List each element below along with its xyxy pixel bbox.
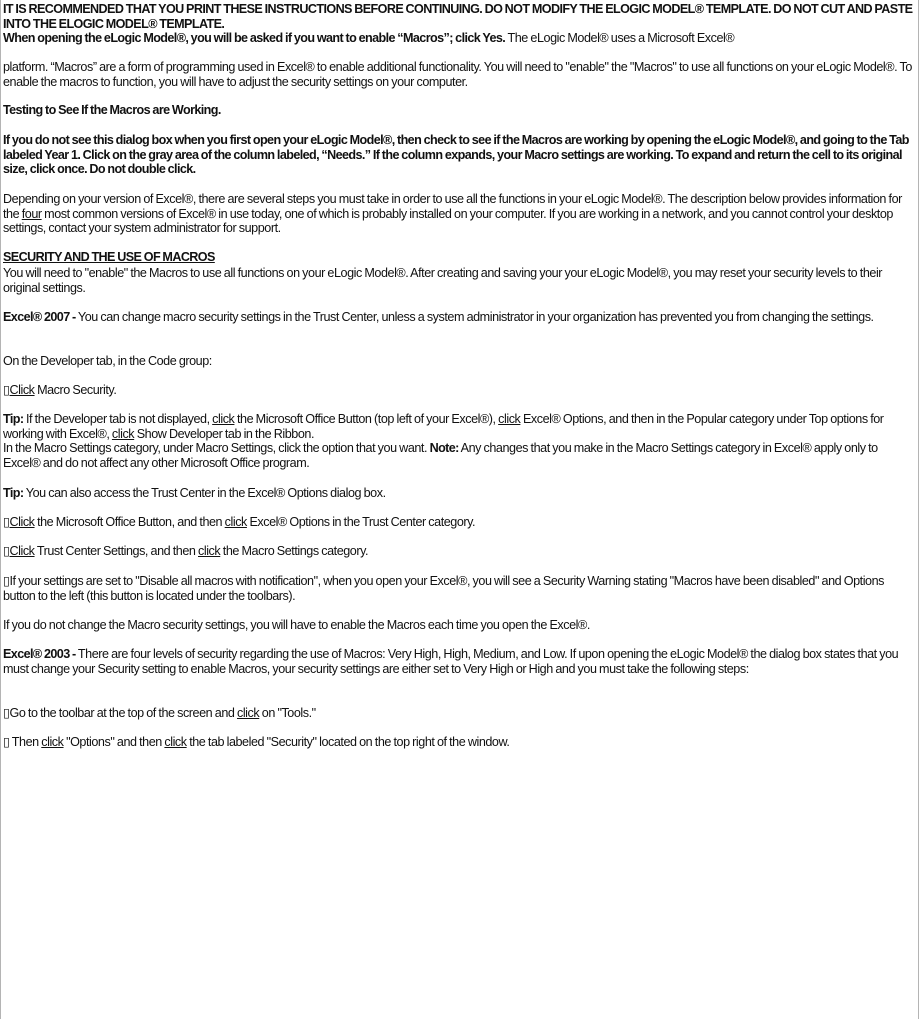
bold-text: IT IS RECOMMENDED THAT YOU PRINT THESE INSTRUCTIONS BEFORE CONTINUING. DO NOT MODIFY THE ELOGIC MODEL® TEMPLATE. DO NOT CUT AND PASTE INTO THE ELOGIC MODEL® TEMPLATE. xyxy=(3,2,913,31)
text-run: Macro Security. xyxy=(34,383,117,397)
paragraph-click-macro-security xyxy=(3,383,917,398)
click-link-text: click xyxy=(41,735,64,749)
click-link-text: click xyxy=(111,426,135,441)
paragraph-tip-developer xyxy=(3,412,917,471)
bold-text: Testing to See If the Macros are Working. xyxy=(3,103,221,117)
text-run: Show Developer tab in the Ribbon. xyxy=(134,426,314,441)
text-run: On the Developer tab, in the Code group: xyxy=(3,354,212,368)
text-run: the tab labeled "Security" located on the top right of the window. xyxy=(186,735,510,749)
click-link-text: click xyxy=(164,735,187,749)
click-link-text: click xyxy=(198,544,221,558)
text-run: ▯ xyxy=(3,544,10,558)
paragraph-click-options xyxy=(3,735,917,750)
text-run: platform. “Macros” are a form of programming used in Excel® to enable additional functionality. You will need to "enable" the "Macros" to use all functions on your eLogic Model®. To enable the macros to function, you will have to adjust the security settings on your computer. xyxy=(3,60,912,89)
paragraph-no-change-note xyxy=(3,618,917,633)
text-run: You can change macro security settings in the Trust Center, unless a system administrator in your organization has prevented you from changing the settings. xyxy=(75,310,874,324)
paragraph-click-trust-center xyxy=(3,544,917,559)
paragraph-disable-notification xyxy=(3,574,917,603)
paragraph-tip-trust-center xyxy=(3,486,917,501)
text-run: Depending on your version of Excel®, there are several steps you must take in order to use all the functions in your eLogic Model®. The description below provides information for the xyxy=(3,192,902,221)
text-run: Excel® Options, and then in the Popular category under Top options for working with Excel®, xyxy=(3,412,884,441)
text-run: The eLogic Model® uses a Microsoft Excel® xyxy=(505,31,735,45)
paragraph-excel-2003 xyxy=(3,647,917,676)
click-link-text: four xyxy=(21,206,42,221)
text-run: most common versions of Excel® in use today, one of which is probably installed on your computer. If you are working in a network, and you cannot control your desktop settings, contact your system administrator for support. xyxy=(3,206,893,236)
text-run: You can also access the Trust Center in the Excel® Options dialog box. xyxy=(23,486,386,500)
text-run: the Microsoft Office Button, and then xyxy=(34,515,225,529)
click-link-text: Click xyxy=(9,515,35,529)
text-run: ▯ xyxy=(3,515,10,529)
paragraph-click-office-button xyxy=(3,515,917,530)
click-link-text: click xyxy=(224,515,247,529)
paragraph-testing-instructions xyxy=(3,133,917,177)
paragraph-recommend-warning xyxy=(3,2,917,31)
text-run: the Microsoft Office Button (top left of your Excel®), xyxy=(234,412,499,426)
bold-text: Excel® 2003 - xyxy=(3,647,76,661)
paragraph-excel-versions xyxy=(3,192,917,236)
text-run: Any changes that you make in the Macro Settings category in Excel® apply only to Excel® and do not affect any other Microsoft Office program. xyxy=(3,441,878,471)
bold-text: SECURITY AND THE USE OF MACROS xyxy=(3,250,215,264)
paragraph-excel-2007 xyxy=(3,310,917,325)
bold-text: If you do not see this dialog box when you first open your eLogic Model®, then check to see if the Macros are working by opening the eLogic Model®, and going to the Tab labeled Year 1. Click on the gray area of the column labeled, “Needs.” If the column expands, your Macro settings are working. To expand and return the cell to its original size, click once. Do not double click. xyxy=(3,133,909,177)
text-run: If you do not change the Macro security settings, you will have to enable the Macros each time you open the Excel®. xyxy=(3,618,590,632)
bold-text: Excel® 2007 - xyxy=(3,310,76,324)
text-run: If the Developer tab is not displayed, xyxy=(23,412,213,426)
paragraph-security-intro xyxy=(3,266,917,295)
text-run: In the Macro Settings category, under Macro Settings, click the option that you want. xyxy=(3,441,430,456)
click-link-text: click xyxy=(236,706,260,720)
click-link-text: click xyxy=(212,412,235,426)
paragraph-developer-tab xyxy=(3,354,917,369)
click-link-text: Click xyxy=(9,544,35,558)
text-run: ▯If your settings are set to "Disable all macros with notification", when you open your Excel®, you will see a Security Warning stating "Macros have been disabled" and Options button to the left (this button is located under the toolbars). xyxy=(3,574,884,603)
text-run: Trust Center Settings, and then xyxy=(34,544,198,558)
paragraph-testing-heading xyxy=(3,103,917,118)
paragraph-enable-macros-intro xyxy=(3,31,917,46)
bold-text: Note: xyxy=(429,441,459,456)
paragraph-goto-tools xyxy=(3,706,917,721)
bold-text: Tip: xyxy=(3,412,24,426)
text-run: You will need to "enable" the Macros to use all functions on your eLogic Model®. After creating and saving your your eLogic Model®, you may reset your security levels to their original settings. xyxy=(3,266,883,295)
text-run: the Macro Settings category. xyxy=(220,544,369,558)
text-run: "Options" and then xyxy=(63,735,165,749)
text-run: There are four levels of security regarding the use of Macros: Very High, High, Medium, and Low. If upon opening the eLogic Model® the dialog box states that you must change your Security setting to enable Macros, your security settings are either set to Very High or High and you must take the following steps: xyxy=(3,647,899,676)
text-run: ▯ Then xyxy=(3,735,42,749)
click-link-text: click xyxy=(498,412,521,426)
bold-text: When opening the eLogic Model®, you will be asked if you want to enable “Macros”; click Yes. xyxy=(3,31,506,45)
text-run: ▯Go to the toolbar at the top of the screen and xyxy=(3,706,237,720)
paragraph-platform-description xyxy=(3,60,917,89)
paragraph-security-heading xyxy=(3,250,917,265)
click-link-text: Click xyxy=(9,383,35,397)
text-run: on "Tools." xyxy=(259,706,316,720)
text-run: ▯ xyxy=(3,383,10,397)
text-run: Excel® Options in the Trust Center category. xyxy=(246,515,476,529)
bold-text: Tip: xyxy=(3,486,24,500)
